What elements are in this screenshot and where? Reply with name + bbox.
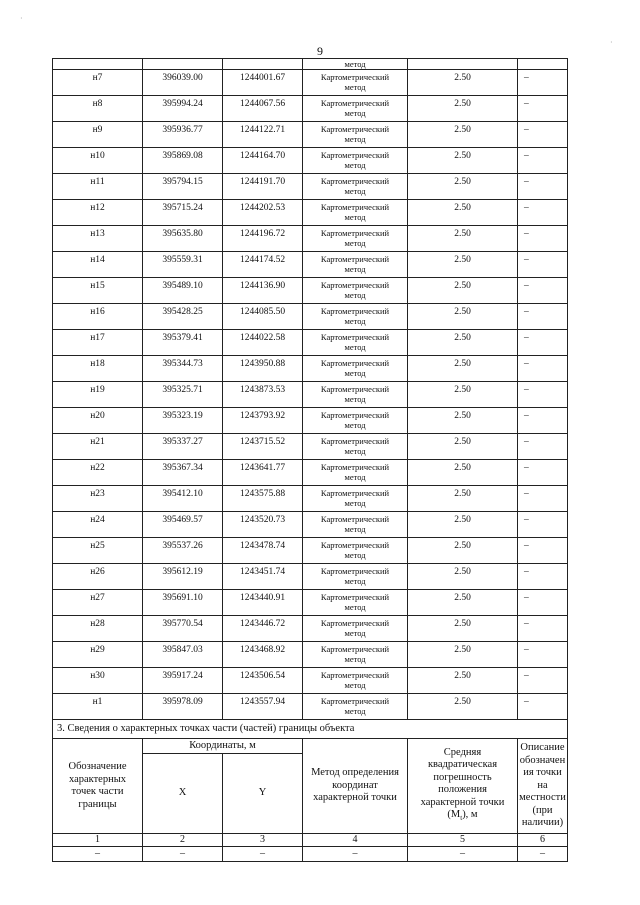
point-x: 395337.27 (143, 434, 223, 460)
header-x: X (143, 754, 223, 834)
point-name: н8 (53, 96, 143, 122)
point-method: Картометрический метод (303, 304, 408, 330)
point-y: 1243506.54 (223, 668, 303, 694)
scan-speck: · (610, 38, 613, 47)
point-name: н29 (53, 642, 143, 668)
point-y: 1243468.92 (223, 642, 303, 668)
point-error: 2.50 (408, 512, 518, 538)
carry-over-method: метод (303, 59, 408, 70)
point-method: Картометрический метод (303, 174, 408, 200)
section-3-title-row (53, 720, 568, 739)
point-error: 2.50 (408, 174, 518, 200)
point-row (53, 642, 568, 668)
point-desc: – (518, 122, 568, 148)
header-y: Y (223, 754, 303, 834)
point-error: 2.50 (408, 96, 518, 122)
point-name: н7 (53, 70, 143, 96)
point-row (53, 668, 568, 694)
point-method: Картометрический метод (303, 70, 408, 96)
column-numbers-row: 1 2 3 4 5 6 (53, 834, 568, 847)
point-y: 1244174.52 (223, 252, 303, 278)
section-3-header-row (53, 739, 568, 754)
point-error: 2.50 (408, 252, 518, 278)
point-desc: – (518, 356, 568, 382)
point-error: 2.50 (408, 616, 518, 642)
point-error: 2.50 (408, 590, 518, 616)
point-x: 395635.80 (143, 226, 223, 252)
point-x: 395691.10 (143, 590, 223, 616)
point-x: 395379.41 (143, 330, 223, 356)
point-y: 1244196.72 (223, 226, 303, 252)
point-method: Картометрический метод (303, 226, 408, 252)
point-desc: – (518, 538, 568, 564)
point-method: Картометрический метод (303, 148, 408, 174)
point-y: 1243478.74 (223, 538, 303, 564)
point-desc: – (518, 564, 568, 590)
point-method: Картометрический метод (303, 460, 408, 486)
point-error: 2.50 (408, 408, 518, 434)
point-y: 1244202.53 (223, 200, 303, 226)
point-error: 2.50 (408, 382, 518, 408)
point-desc: – (518, 512, 568, 538)
point-x: 396039.00 (143, 70, 223, 96)
point-y: 1243557.94 (223, 694, 303, 720)
point-method: Картометрический метод (303, 694, 408, 720)
point-y: 1243715.52 (223, 434, 303, 460)
point-error: 2.50 (408, 564, 518, 590)
point-row (53, 486, 568, 512)
point-error: 2.50 (408, 70, 518, 96)
point-error: 2.50 (408, 304, 518, 330)
point-name: н22 (53, 460, 143, 486)
point-name: н15 (53, 278, 143, 304)
point-name: н26 (53, 564, 143, 590)
point-desc: – (518, 304, 568, 330)
point-y: 1243520.73 (223, 512, 303, 538)
point-name: н30 (53, 668, 143, 694)
header-method: Метод определения координат характерной точки (303, 739, 408, 834)
point-row (53, 148, 568, 174)
point-row (53, 174, 568, 200)
point-x: 395994.24 (143, 96, 223, 122)
point-row (53, 590, 568, 616)
point-y: 1243793.92 (223, 408, 303, 434)
point-x: 395537.26 (143, 538, 223, 564)
point-y: 1244022.58 (223, 330, 303, 356)
point-x: 395794.15 (143, 174, 223, 200)
empty-data-row: – – – – – – (53, 847, 568, 862)
point-error: 2.50 (408, 356, 518, 382)
point-name: н12 (53, 200, 143, 226)
point-error: 2.50 (408, 486, 518, 512)
point-desc: – (518, 148, 568, 174)
point-method: Картометрический метод (303, 486, 408, 512)
point-row (53, 252, 568, 278)
point-name: н25 (53, 538, 143, 564)
point-method: Картометрический метод (303, 564, 408, 590)
point-error: 2.50 (408, 330, 518, 356)
point-method: Картометрический метод (303, 278, 408, 304)
point-error: 2.50 (408, 460, 518, 486)
point-x: 395715.24 (143, 200, 223, 226)
point-desc: – (518, 174, 568, 200)
point-x: 395936.77 (143, 122, 223, 148)
header-description: Описание обозначен ия точки на местности (при наличии) (518, 739, 568, 834)
point-method: Картометрический метод (303, 96, 408, 122)
point-row (53, 460, 568, 486)
point-x: 395612.19 (143, 564, 223, 590)
header-coordinates: Координаты, м (143, 739, 303, 754)
point-row (53, 538, 568, 564)
point-method: Картометрический метод (303, 122, 408, 148)
point-method: Картометрический метод (303, 642, 408, 668)
section-3-title: 3. Сведения о характерных точках части (частей) границы объекта (53, 720, 568, 739)
header-designation: Обозначение характерных точек части границы (53, 739, 143, 834)
page-number: 9 (317, 44, 323, 58)
point-name: н14 (53, 252, 143, 278)
point-name: н19 (53, 382, 143, 408)
point-name: н18 (53, 356, 143, 382)
point-y: 1243575.88 (223, 486, 303, 512)
point-x: 395917.24 (143, 668, 223, 694)
point-name: н23 (53, 486, 143, 512)
point-row (53, 278, 568, 304)
point-y: 1243451.74 (223, 564, 303, 590)
point-y: 1244001.67 (223, 70, 303, 96)
point-x: 395847.03 (143, 642, 223, 668)
point-desc: – (518, 694, 568, 720)
point-x: 395344.73 (143, 356, 223, 382)
point-method: Картометрический метод (303, 382, 408, 408)
point-desc: – (518, 278, 568, 304)
header-error: Средняя квадратическая погрешность положения характерной точки $(M_t)$, м (408, 739, 518, 834)
point-desc: – (518, 616, 568, 642)
point-row (53, 434, 568, 460)
point-error: 2.50 (408, 434, 518, 460)
point-name: н16 (53, 304, 143, 330)
point-desc: – (518, 590, 568, 616)
point-error: 2.50 (408, 122, 518, 148)
point-method: Картометрический метод (303, 434, 408, 460)
point-method: Картометрический метод (303, 668, 408, 694)
point-row (53, 694, 568, 720)
point-row (53, 200, 568, 226)
point-row (53, 616, 568, 642)
point-desc: – (518, 486, 568, 512)
point-method: Картометрический метод (303, 356, 408, 382)
point-row (53, 356, 568, 382)
point-method: Картометрический метод (303, 616, 408, 642)
point-desc: – (518, 434, 568, 460)
point-x: 395412.10 (143, 486, 223, 512)
point-row (53, 70, 568, 96)
point-x: 395325.71 (143, 382, 223, 408)
point-x: 395869.08 (143, 148, 223, 174)
point-row (53, 304, 568, 330)
point-row (53, 96, 568, 122)
point-error: 2.50 (408, 200, 518, 226)
point-name: н24 (53, 512, 143, 538)
point-error: 2.50 (408, 278, 518, 304)
point-desc: – (518, 382, 568, 408)
point-y: 1244067.56 (223, 96, 303, 122)
point-row (53, 564, 568, 590)
point-row (53, 226, 568, 252)
point-desc: – (518, 460, 568, 486)
point-name: н9 (53, 122, 143, 148)
point-y: 1243641.77 (223, 460, 303, 486)
point-row (53, 122, 568, 148)
point-method: Картометрический метод (303, 200, 408, 226)
carry-over-row (53, 59, 568, 70)
point-desc: – (518, 200, 568, 226)
point-x: 395469.57 (143, 512, 223, 538)
point-y: 1244122.71 (223, 122, 303, 148)
point-method: Картометрический метод (303, 512, 408, 538)
point-row (53, 408, 568, 434)
point-x: 395489.10 (143, 278, 223, 304)
point-name: н17 (53, 330, 143, 356)
point-x: 395323.19 (143, 408, 223, 434)
point-desc: – (518, 668, 568, 694)
point-error: 2.50 (408, 226, 518, 252)
point-method: Картометрический метод (303, 330, 408, 356)
point-method: Картометрический метод (303, 408, 408, 434)
point-error: 2.50 (408, 668, 518, 694)
point-name: н28 (53, 616, 143, 642)
point-name: н10 (53, 148, 143, 174)
point-desc: – (518, 252, 568, 278)
point-x: 395978.09 (143, 694, 223, 720)
point-method: Картометрический метод (303, 590, 408, 616)
point-row (53, 512, 568, 538)
point-method: Картометрический метод (303, 252, 408, 278)
point-y: 1244191.70 (223, 174, 303, 200)
point-x: 395770.54 (143, 616, 223, 642)
point-x: 395559.31 (143, 252, 223, 278)
point-name: н13 (53, 226, 143, 252)
scan-speck: · (20, 14, 23, 23)
point-row (53, 330, 568, 356)
point-desc: – (518, 642, 568, 668)
point-desc: – (518, 330, 568, 356)
point-y: 1243873.53 (223, 382, 303, 408)
point-error: 2.50 (408, 148, 518, 174)
point-name: н27 (53, 590, 143, 616)
point-y: 1243950.88 (223, 356, 303, 382)
point-y: 1243446.72 (223, 616, 303, 642)
point-error: 2.50 (408, 694, 518, 720)
point-error: 2.50 (408, 642, 518, 668)
point-y: 1243440.91 (223, 590, 303, 616)
point-y: 1244136.90 (223, 278, 303, 304)
point-desc: – (518, 226, 568, 252)
point-method: Картометрический метод (303, 538, 408, 564)
boundary-points-table (52, 58, 568, 862)
point-x: 395428.25 (143, 304, 223, 330)
point-x: 395367.34 (143, 460, 223, 486)
point-y: 1244085.50 (223, 304, 303, 330)
point-y: 1244164.70 (223, 148, 303, 174)
point-row (53, 382, 568, 408)
point-name: н20 (53, 408, 143, 434)
point-name: н1 (53, 694, 143, 720)
point-desc: – (518, 70, 568, 96)
point-name: н21 (53, 434, 143, 460)
point-desc: – (518, 408, 568, 434)
point-name: н11 (53, 174, 143, 200)
point-error: 2.50 (408, 538, 518, 564)
point-desc: – (518, 96, 568, 122)
